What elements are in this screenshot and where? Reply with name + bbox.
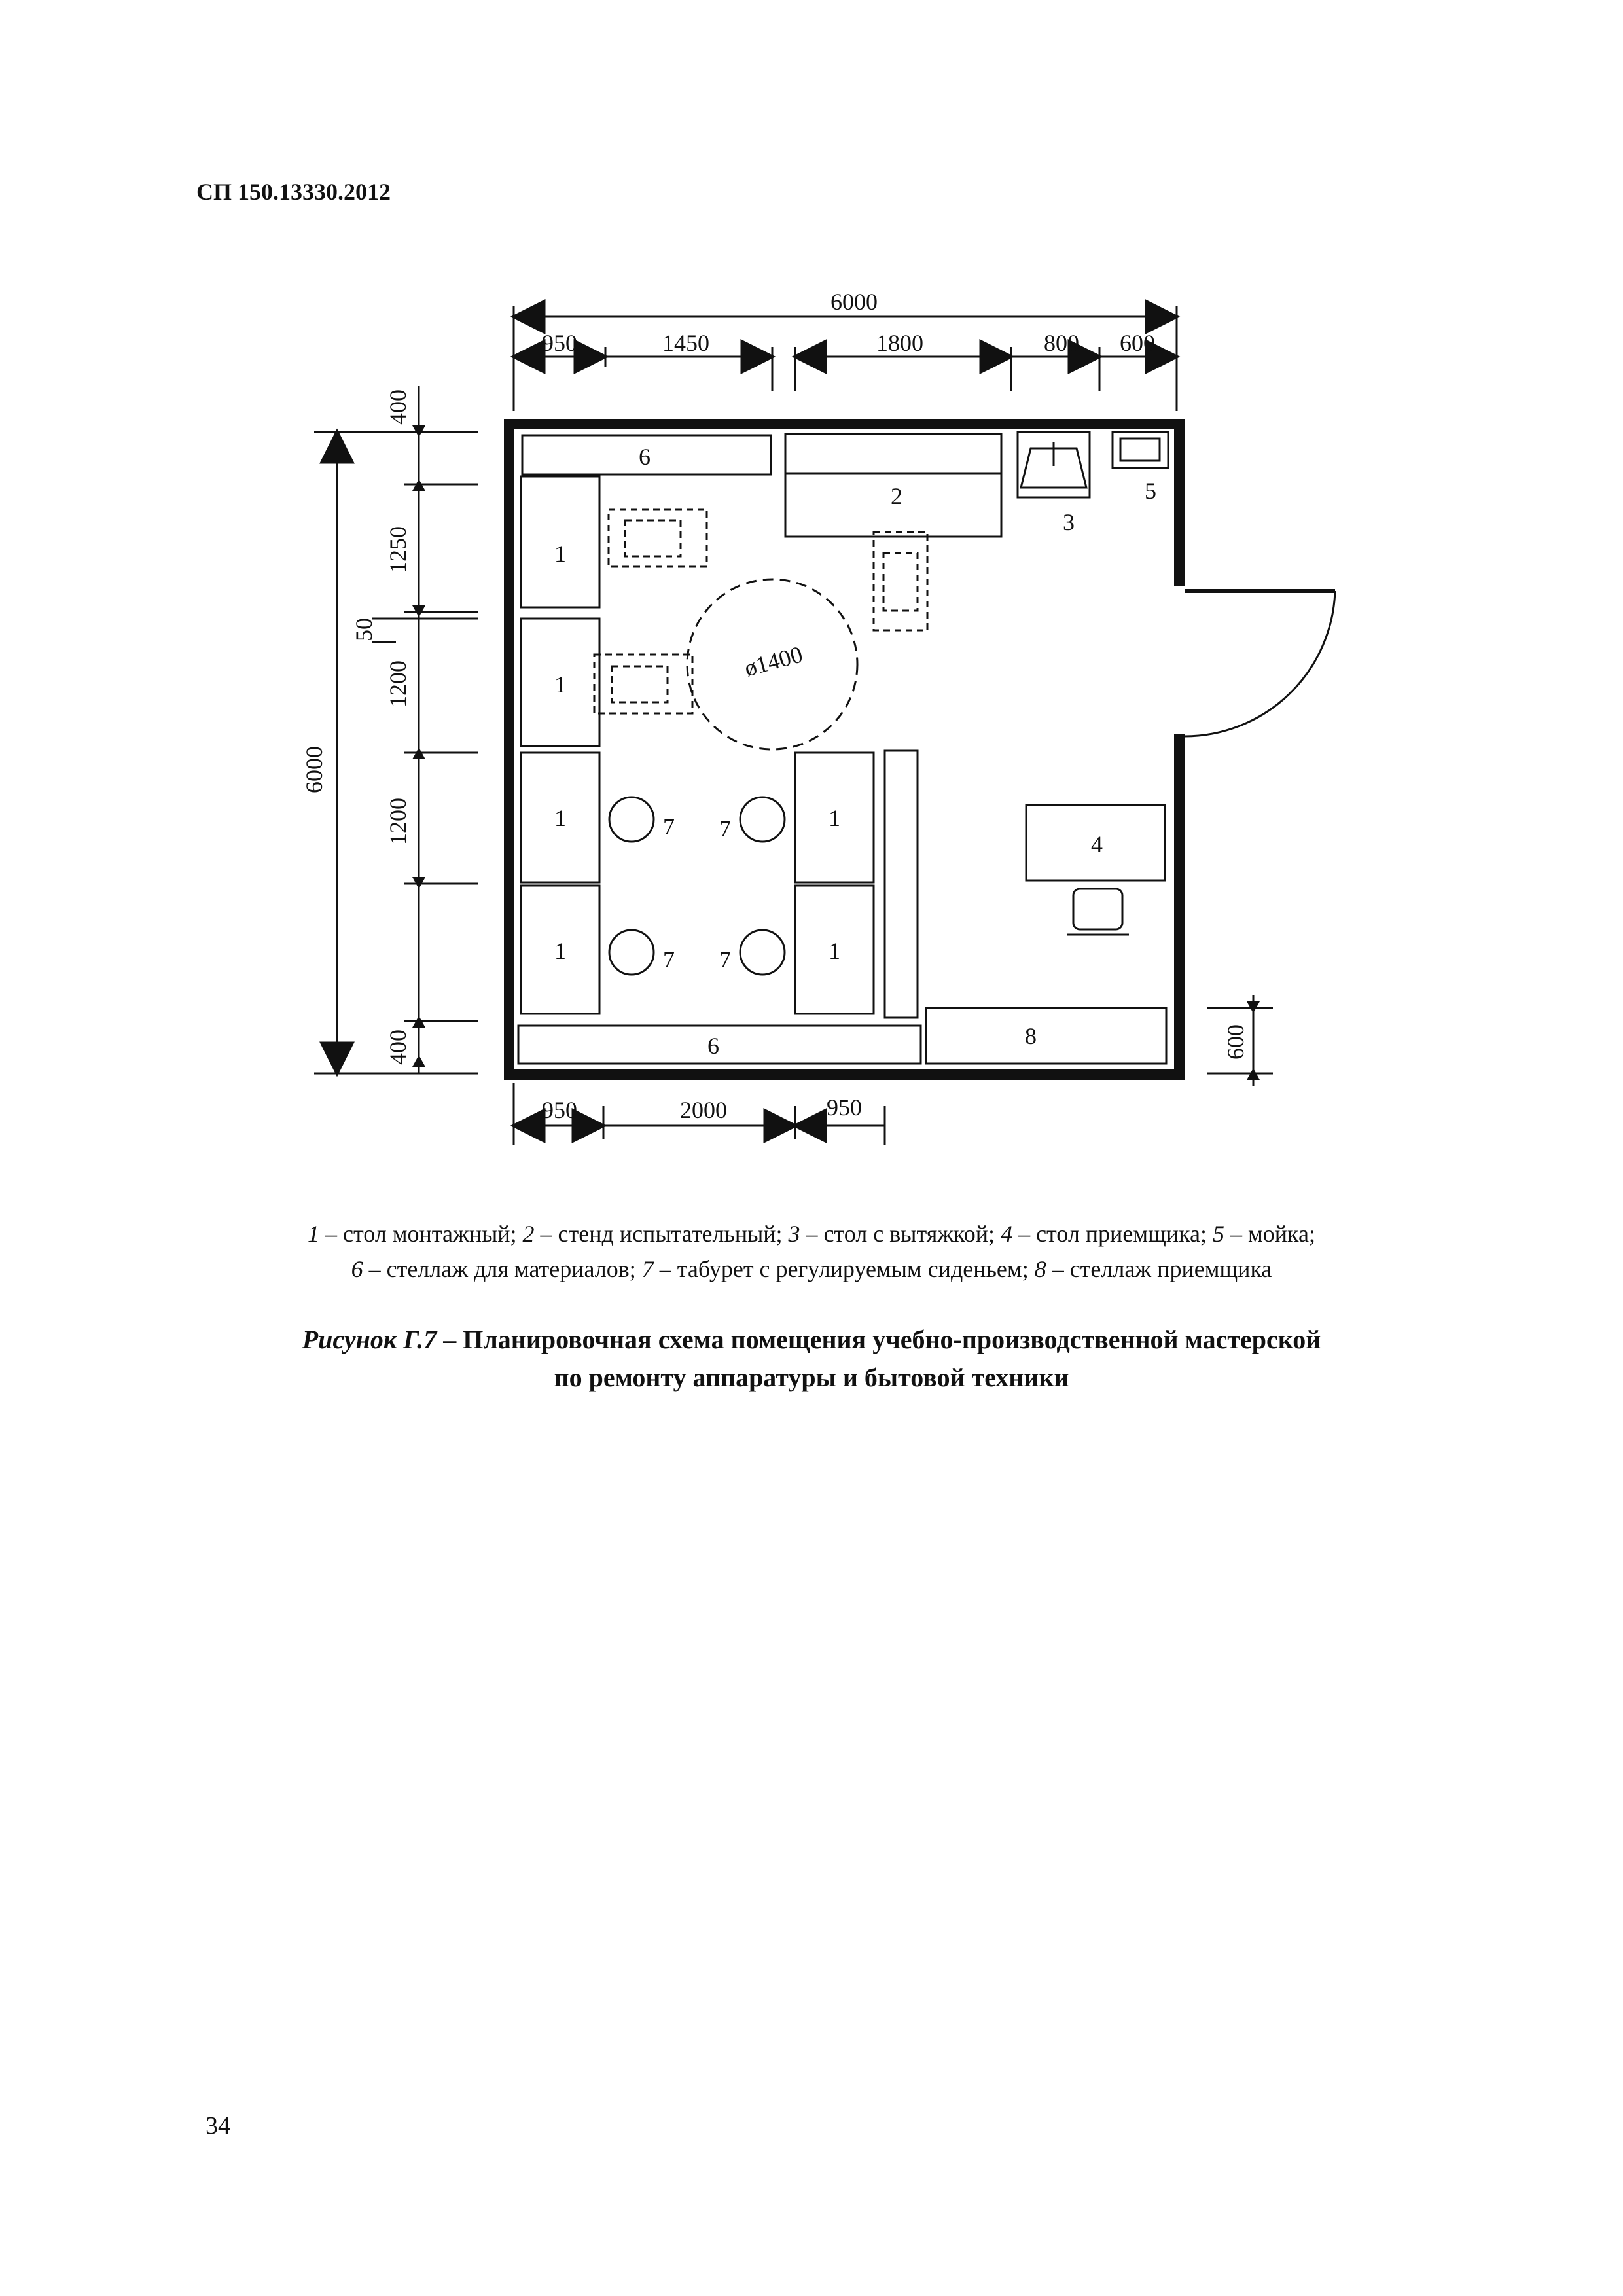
label-table-1: 1 bbox=[554, 805, 566, 831]
legend bbox=[131, 1216, 1492, 1287]
label-hood-table-3: 3 bbox=[1063, 509, 1075, 535]
legend-line-1 bbox=[131, 1216, 1492, 1251]
legend-text: – мойка; bbox=[1224, 1221, 1315, 1247]
legend-text: – стол приемщика; bbox=[1012, 1221, 1213, 1247]
legend-number: 7 bbox=[641, 1256, 654, 1282]
caption-line-2: по ремонту аппаратуры и бытовой техники bbox=[554, 1363, 1069, 1392]
legend-text: – стенд испытательный; bbox=[534, 1221, 789, 1247]
legend-text: – стол монтажный; bbox=[319, 1221, 523, 1247]
legend-number: 5 bbox=[1213, 1221, 1224, 1247]
door bbox=[1185, 591, 1335, 736]
legend-number: 1 bbox=[308, 1221, 319, 1247]
legend-text: – табурет с регулируемым сиденьем; bbox=[653, 1256, 1035, 1282]
dim-left-segment: 1200 bbox=[385, 798, 411, 845]
room-walls bbox=[504, 419, 1185, 1080]
dim-bottom-segment: 950 bbox=[827, 1094, 862, 1121]
label-stand-2: 2 bbox=[891, 483, 902, 509]
dim-right: 600 bbox=[1222, 1024, 1249, 1060]
legend-number: 4 bbox=[1001, 1221, 1013, 1247]
wheelchairs bbox=[594, 509, 927, 713]
label-stool-7: 7 bbox=[719, 816, 731, 842]
top-dimensions bbox=[514, 306, 1177, 411]
document-code: СП 150.13330.2012 bbox=[196, 179, 391, 205]
caption-dash: – bbox=[437, 1325, 463, 1354]
label-table-1: 1 bbox=[829, 938, 840, 964]
dim-left-total: 6000 bbox=[301, 746, 327, 793]
figure-caption bbox=[131, 1321, 1492, 1397]
label-table-1: 1 bbox=[554, 541, 566, 567]
dim-top-segment: 1800 bbox=[876, 330, 923, 356]
label-receiver-rack-8: 8 bbox=[1025, 1023, 1037, 1049]
label-sink-5: 5 bbox=[1145, 478, 1156, 504]
legend-text: – стол с вытяжкой; bbox=[800, 1221, 1001, 1247]
caption-line-1 bbox=[131, 1321, 1492, 1359]
dim-left-segment: 1200 bbox=[385, 660, 411, 708]
dim-top-segment: 1450 bbox=[662, 330, 709, 356]
dim-top-segment: 600 bbox=[1120, 330, 1155, 356]
caption-title-1: Планировочная схема помещения учебно-производственной мастерской bbox=[463, 1325, 1321, 1354]
dim-left-segment: 400 bbox=[385, 1030, 411, 1065]
legend-number: 6 bbox=[351, 1256, 363, 1282]
dim-left-segment: 50 bbox=[351, 618, 377, 641]
dim-left-segment: 400 bbox=[385, 389, 411, 425]
legend-text: – стеллаж для материалов; bbox=[363, 1256, 642, 1282]
page-number: 34 bbox=[205, 2112, 230, 2140]
label-stool-7: 7 bbox=[663, 946, 675, 973]
legend-line-2 bbox=[131, 1251, 1492, 1287]
label-rack-6: 6 bbox=[707, 1033, 719, 1059]
legend-text: – стеллаж приемщика bbox=[1046, 1256, 1272, 1282]
left-dimensions bbox=[314, 386, 478, 1073]
label-table-1: 1 bbox=[829, 805, 840, 831]
legend-number: 8 bbox=[1034, 1256, 1046, 1282]
dim-bottom-segment: 950 bbox=[542, 1097, 577, 1123]
label-rack-6: 6 bbox=[639, 444, 651, 470]
legend-number: 2 bbox=[522, 1221, 535, 1247]
caption-label: Рисунок Г.7 bbox=[302, 1325, 437, 1354]
dim-bottom-segment: 2000 bbox=[680, 1097, 727, 1123]
label-stool-7: 7 bbox=[719, 946, 731, 973]
circle-diameter-label: ø1400 bbox=[741, 641, 806, 682]
dim-left-segment: 1250 bbox=[385, 526, 411, 573]
dim-top-segment: 950 bbox=[542, 330, 577, 356]
legend-number: 3 bbox=[788, 1221, 800, 1247]
dim-top-segment: 800 bbox=[1044, 330, 1079, 356]
label-receiver-table-4: 4 bbox=[1091, 831, 1103, 857]
label-table-1: 1 bbox=[554, 672, 566, 698]
dim-top-total: 6000 bbox=[830, 289, 878, 315]
label-stool-7: 7 bbox=[663, 814, 675, 840]
label-table-1: 1 bbox=[554, 938, 566, 964]
